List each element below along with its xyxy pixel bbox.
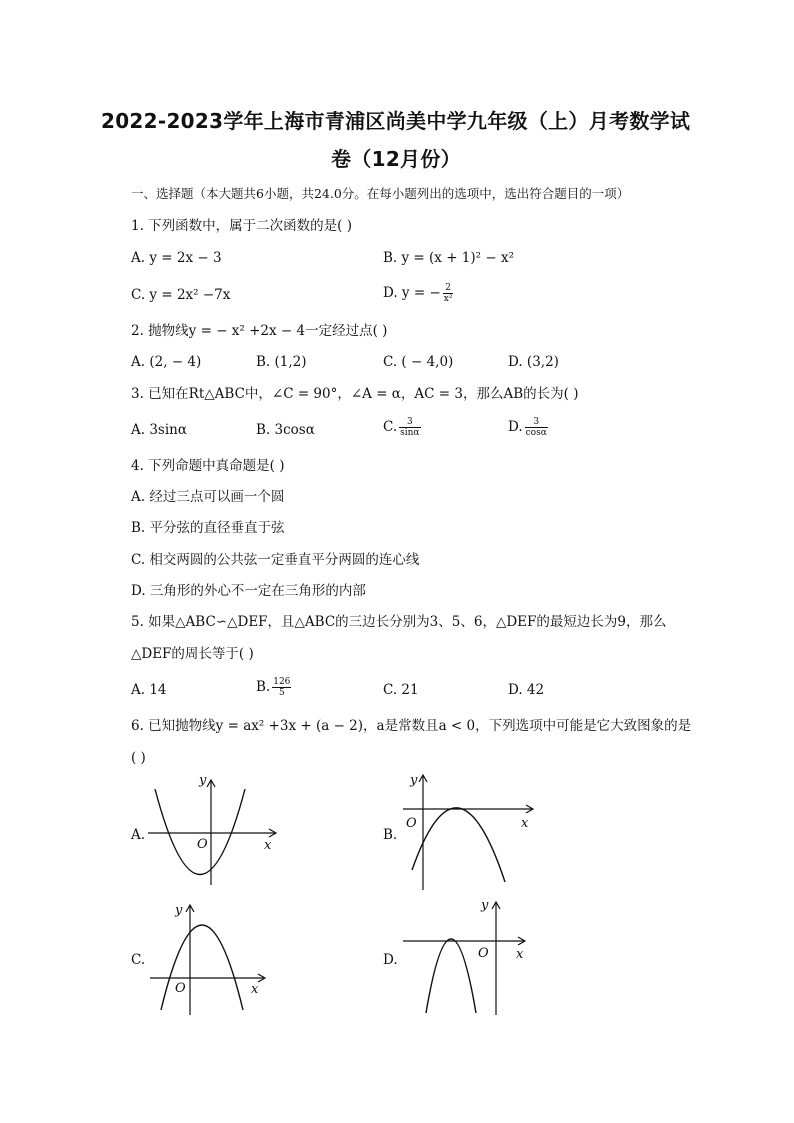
q5-option-c[interactable]: C. 21 xyxy=(383,682,419,698)
q5-option-b[interactable] xyxy=(256,677,293,698)
page-title-line2: 卷（12月份） xyxy=(331,147,461,171)
q3-option-c-fraction xyxy=(399,417,420,438)
q1-option-d[interactable] xyxy=(383,283,455,304)
y-axis-label: y xyxy=(175,903,183,918)
q1-option-c[interactable]: C. y = 2x² −7x xyxy=(131,287,231,303)
q2-option-c[interactable]: C. ( − 4,0) xyxy=(383,354,454,370)
q6-option-a-label[interactable]: A. xyxy=(131,827,146,843)
q5-option-b-prefix: B. xyxy=(256,679,271,695)
question-5-stem-line2: △DEF的周长等于( ) xyxy=(131,646,254,662)
parabola-curve xyxy=(426,939,476,1013)
fraction-denominator: x² xyxy=(443,294,453,304)
fraction-denominator: 5 xyxy=(278,688,285,698)
q3-option-c[interactable] xyxy=(383,417,423,438)
x-axis-label: x xyxy=(521,816,529,831)
q3-option-d-fraction xyxy=(525,417,548,438)
origin-label: O xyxy=(197,837,208,852)
q2-option-d[interactable]: D. (3,2) xyxy=(508,354,559,370)
q3-option-d-prefix: D. xyxy=(508,419,523,435)
fraction-numerator: 126 xyxy=(273,677,291,687)
y-axis-label: y xyxy=(199,773,207,788)
q3-option-b[interactable]: B. 3cosα xyxy=(256,422,315,438)
q1-option-a[interactable]: A. y = 2x − 3 xyxy=(131,250,222,266)
q5-option-d[interactable]: D. 42 xyxy=(508,682,545,698)
q2-option-b[interactable]: B. (1,2) xyxy=(256,354,307,370)
y-axis-label: y xyxy=(410,773,418,788)
q6-option-d-label[interactable]: D. xyxy=(383,952,398,968)
question-6-stem-line2: ( ) xyxy=(131,750,146,766)
question-3-stem: 3. 已知在Rt△ABC中，∠C = 90°，∠A = α，AC = 3，那么AB的长为( ) xyxy=(131,386,579,402)
q6-option-c-label[interactable]: C. xyxy=(131,952,146,968)
fraction-denominator: cosα xyxy=(525,428,547,438)
q6-option-a-graph[interactable] xyxy=(145,775,285,885)
q6-option-b-label[interactable]: B. xyxy=(383,827,398,843)
q5-option-a[interactable]: A. 14 xyxy=(131,682,167,698)
question-2-stem: 2. 抛物线y = − x² +2x − 4一定经过点( ) xyxy=(131,323,388,339)
q1-option-d-fraction xyxy=(443,283,454,304)
origin-label: O xyxy=(175,981,186,996)
question-6-stem-line1: 6. 已知抛物线y = ax² +3x + (a − 2)，a是常数且a < 0，下列选项中可能是它大致图象的是 xyxy=(131,718,692,734)
fraction-numerator: 3 xyxy=(525,417,548,428)
fraction-denominator: sinα xyxy=(400,428,420,438)
q2-option-a[interactable]: A. (2, − 4) xyxy=(131,354,202,370)
section-heading: 一、选择题（本大题共6小题，共24.0分。在每小题列出的选项中，选出符合题目的一项） xyxy=(131,186,630,201)
parabola-curve xyxy=(155,789,245,875)
q6-option-c-graph[interactable] xyxy=(147,900,277,1015)
q4-option-a[interactable]: A. 经过三点可以画一个圆 xyxy=(131,489,285,505)
origin-label: O xyxy=(478,946,489,961)
q4-option-d[interactable]: D. 三角形的外心不一定在三角形的内部 xyxy=(131,583,366,599)
q3-option-a[interactable]: A. 3sinα xyxy=(131,422,187,438)
fraction-numerator: 2 xyxy=(443,283,454,294)
q3-option-d[interactable] xyxy=(508,417,550,438)
x-axis-label: x xyxy=(516,947,524,962)
origin-label: O xyxy=(406,816,417,831)
q6-option-b-graph[interactable] xyxy=(400,770,550,890)
parabola-curve xyxy=(161,925,243,1010)
q4-option-b[interactable]: B. 平分弦的直径垂直于弦 xyxy=(131,520,285,536)
question-1-stem: 1. 下列函数中，属于二次函数的是( ) xyxy=(131,218,352,234)
page-title-line1: 2022-2023学年上海市青浦区尚美中学九年级（上）月考数学试 xyxy=(101,109,691,133)
q4-option-c[interactable]: C. 相交两圆的公共弦一定垂直平分两圆的连心线 xyxy=(131,552,420,568)
q1-option-b[interactable]: B. y = (x + 1)² − x² xyxy=(383,250,514,266)
q6-option-d-graph[interactable] xyxy=(400,895,540,1015)
y-axis-label: y xyxy=(481,898,489,913)
fraction-numerator: 3 xyxy=(399,417,420,428)
question-4-stem: 4. 下列命题中真命题是( ) xyxy=(131,458,285,474)
x-axis-label: x xyxy=(251,982,259,997)
q3-option-c-prefix: C. xyxy=(383,419,398,435)
parabola-curve xyxy=(412,808,505,882)
q1-option-d-prefix: D. y = − xyxy=(383,285,441,301)
question-5-stem-line1: 5. 如果△ABC∽△DEF，且△ABC的三边长分别为3、5、6，△DEF的最短边长为9，那么 xyxy=(131,614,667,630)
q5-option-b-fraction xyxy=(272,677,291,698)
x-axis-label: x xyxy=(264,838,272,853)
